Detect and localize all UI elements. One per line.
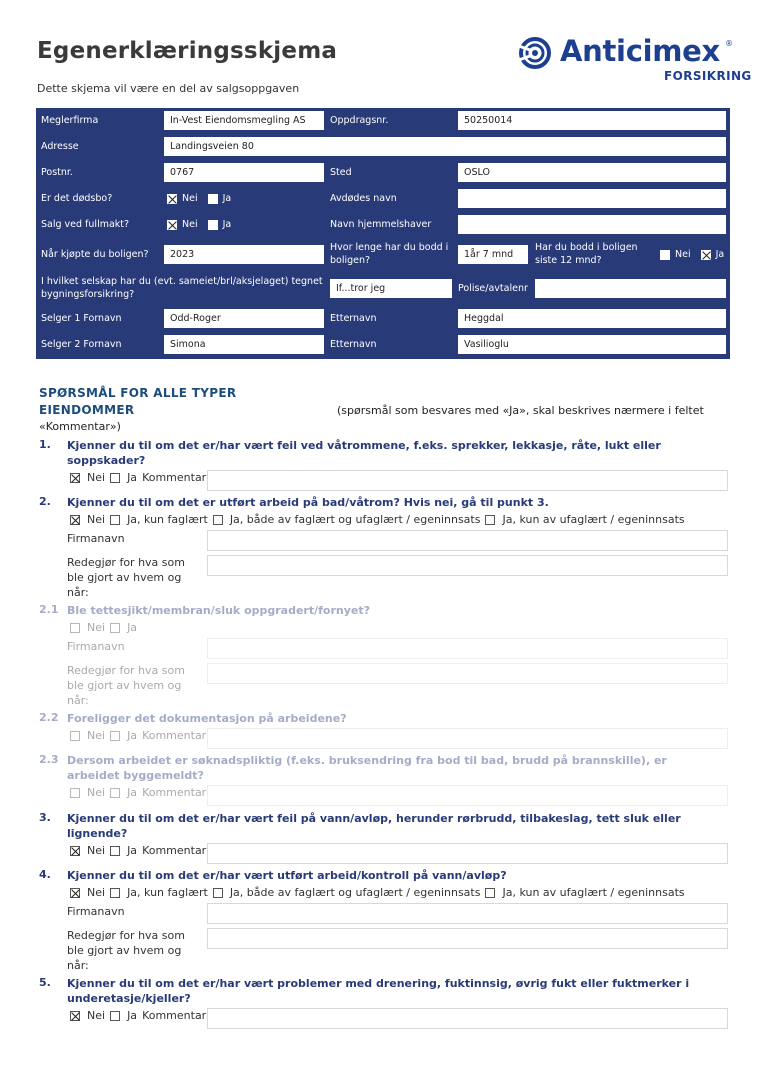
q1-options: Nei Ja Kommentar [70,471,206,484]
q4-text: Kjenner du til om det er/har vært utført arbeid/kontroll på vann/avløp? [67,869,507,882]
q2-number: 2. [39,495,51,508]
hjemmel-field[interactable] [458,215,726,234]
logo-registered-mark: ® [725,39,733,48]
section-note-cont: «Kommentar») [39,420,121,433]
kjopte-field[interactable]: 2023 [164,245,324,264]
oppdrag-label: Oppdragsnr. [330,115,389,126]
q1-kommentar-field[interactable] [207,470,728,491]
q1-ja-checkbox[interactable] [110,473,120,483]
megler-field[interactable]: In-Vest Eiendomsmegling AS [164,111,324,130]
q5-options: Nei Ja Kommentar [70,1009,206,1022]
avdodes-label: Avdødes navn [330,193,397,204]
q21-number: 2.1 [39,603,59,616]
dodsbo-nei-checkbox[interactable] [167,194,177,204]
etternavn2-label: Etternavn [330,339,377,350]
etternavn1-label: Etternavn [330,313,377,324]
dodsbo-ja-checkbox[interactable] [208,194,218,204]
q22-kommentar-field[interactable] [207,728,728,749]
polise-label: Polise/avtalenr [458,283,528,294]
fullmakt-nei-checkbox[interactable] [167,220,177,230]
q3-kommentar-field[interactable] [207,843,728,864]
q3-nei-checkbox[interactable] [70,846,80,856]
sted-field[interactable]: OSLO [458,163,726,182]
bodd12-options: Nei Ja [660,248,724,261]
logo-wordmark: Anticimex [560,34,720,68]
q2-begge-checkbox[interactable] [213,515,223,525]
fullmakt-label: Salg ved fullmakt? [41,219,130,230]
page-title: Egenerklæringsskjema [37,38,338,64]
selger1-label: Selger 1 Fornavn [41,313,122,324]
q23-number: 2.3 [39,753,59,766]
section-heading-line2: EIENDOMMER [39,403,135,417]
etternavn1-field[interactable]: Heggdal [458,309,726,328]
q1-kommentar-label: Kommentar [142,471,207,484]
postnr-label: Postnr. [41,167,73,178]
q5-nei-checkbox[interactable] [70,1011,80,1021]
q4-firmanavn-field[interactable] [207,903,728,924]
section-note: (spørsmål som besvares med «Ja», skal beskrives nærmere i feltet [337,404,704,417]
q2-options: Nei Ja, kun faglært Ja, både av faglært og ufaglært / egeninnsats Ja, kun av ufaglært / egeninnsats [70,513,690,526]
q4-begge-checkbox[interactable] [213,888,223,898]
bodd12-nei-checkbox[interactable] [660,250,670,260]
q3-options: Nei Ja Kommentar [70,844,206,857]
q21-ja-checkbox[interactable] [110,623,120,633]
q22-options: Nei Ja Kommentar [70,729,206,742]
selger1-field[interactable]: Odd-Roger [164,309,324,328]
q5-ja-checkbox[interactable] [110,1011,120,1021]
q4-options: Nei Ja, kun faglært Ja, både av faglært og ufaglært / egeninnsats Ja, kun av ufaglært / egeninnsats [70,886,690,899]
q21-redegjor-label: Redegjør for hva som ble gjort av hvem og når: [67,664,185,707]
anticimex-logo [516,34,752,88]
fullmakt-options: Nei Ja [167,218,231,231]
bodd12-ja-checkbox[interactable] [701,250,711,260]
q2-faglaert-checkbox[interactable] [110,515,120,525]
logo-subtitle: FORSIKRING [664,69,752,83]
q22-text: Foreligger det dokumentasjon på arbeidene? [67,712,347,725]
dodsbo-options: Nei Ja [167,192,231,205]
q21-options: Nei Ja [70,621,142,634]
q23-options: Nei Ja Kommentar [70,786,206,799]
section-heading-line1: SPØRSMÅL FOR ALLE TYPER [39,386,237,400]
adresse-label: Adresse [41,141,79,152]
q2-firmanavn-label: Firmanavn [67,532,125,545]
q1-text: Kjenner du til om det er/har vært feil ved våtrommene, f.eks. sprekker, lekkasje, råte, lukt eller soppskader? [67,439,661,467]
megler-label: Meglerfirma [41,115,99,126]
selger2-label: Selger 2 Fornavn [41,339,122,350]
adresse-field[interactable]: Landingsveien 80 [164,137,726,156]
selskap-field[interactable]: If...tror jeg [330,279,452,298]
q23-kommentar-field[interactable] [207,785,728,806]
anticimex-swirl-icon [516,36,556,70]
q5-kommentar-field[interactable] [207,1008,728,1029]
q2-nei-checkbox[interactable] [70,515,80,525]
polise-field[interactable] [535,279,726,298]
kjopte-label: Når kjøpte du boligen? [41,249,149,260]
q23-nei-checkbox[interactable] [70,788,80,798]
q2-redegjor-field[interactable] [207,555,728,576]
q1-number: 1. [39,438,51,451]
property-info-panel [36,108,730,359]
fullmakt-ja-checkbox[interactable] [208,220,218,230]
postnr-field[interactable]: 0767 [164,163,324,182]
bodd12-label: Har du bodd i boligen siste 12 mnd? [535,242,638,266]
q4-number: 4. [39,868,51,881]
q1-nei-checkbox[interactable] [70,473,80,483]
q21-firmanavn-label: Firmanavn [67,640,125,653]
q3-ja-checkbox[interactable] [110,846,120,856]
oppdrag-field[interactable]: 50250014 [458,111,726,130]
q2-firmanavn-field[interactable] [207,530,728,551]
q3-text: Kjenner du til om det er/har vært feil på vann/avløp, herunder rørbrudd, tilbakeslag, tett sluk eller lignende? [67,812,681,840]
q5-text: Kjenner du til om det er/har vært problemer med drenering, fuktinnsig, øvrig fukt eller fuktmerker i underetasje/kjeller? [67,977,690,1005]
q23-ja-checkbox[interactable] [110,788,120,798]
q5-number: 5. [39,976,51,989]
hjemmel-label: Navn hjemmelshaver [330,219,432,230]
q21-text: Ble tettesjikt/membran/sluk oppgradert/fornyet? [67,604,370,617]
selskap-label: I hvilket selskap har du (evt. sameiet/brl/aksjelaget) tegnet bygningsforsikring? [41,276,323,300]
q4-faglaert-checkbox[interactable] [110,888,120,898]
page-subtitle: Dette skjema vil være en del av salgsoppgaven [37,82,300,95]
selger2-field[interactable]: Simona [164,335,324,354]
q4-nei-checkbox[interactable] [70,888,80,898]
bodd-field[interactable]: 1år 7 mnd [458,245,528,264]
q2-redegjor-label: Redegjør for hva som ble gjort av hvem og når: [67,556,185,599]
q21-firmanavn-field[interactable] [207,638,728,659]
q21-nei-checkbox[interactable] [70,623,80,633]
q21-redegjor-field[interactable] [207,663,728,684]
q2-text: Kjenner du til om det er utført arbeid på bad/våtrom? Hvis nei, gå til punkt 3. [67,496,549,509]
avdodes-field[interactable] [458,189,726,208]
q4-firmanavn-label: Firmanavn [67,905,125,918]
q23-text: Dersom arbeidet er søknadspliktig (f.eks. bruksendring fra bod til bad, brudd på brannskille), er arbeidet byggemeldt? [67,754,667,782]
q22-number: 2.2 [39,711,59,724]
bodd-label: Hvor lenge har du bodd i boligen? [330,242,449,266]
q22-ja-checkbox[interactable] [110,731,120,741]
q4-ufaglaert-checkbox[interactable] [485,888,495,898]
dodsbo-label: Er det dødsbo? [41,193,113,204]
q3-number: 3. [39,811,51,824]
sted-label: Sted [330,167,352,178]
q22-nei-checkbox[interactable] [70,731,80,741]
q4-redegjor-field[interactable] [207,928,728,949]
q2-ufaglaert-checkbox[interactable] [485,515,495,525]
q4-redegjor-label: Redegjør for hva som ble gjort av hvem og når: [67,929,185,972]
etternavn2-field[interactable]: Vasilioglu [458,335,726,354]
